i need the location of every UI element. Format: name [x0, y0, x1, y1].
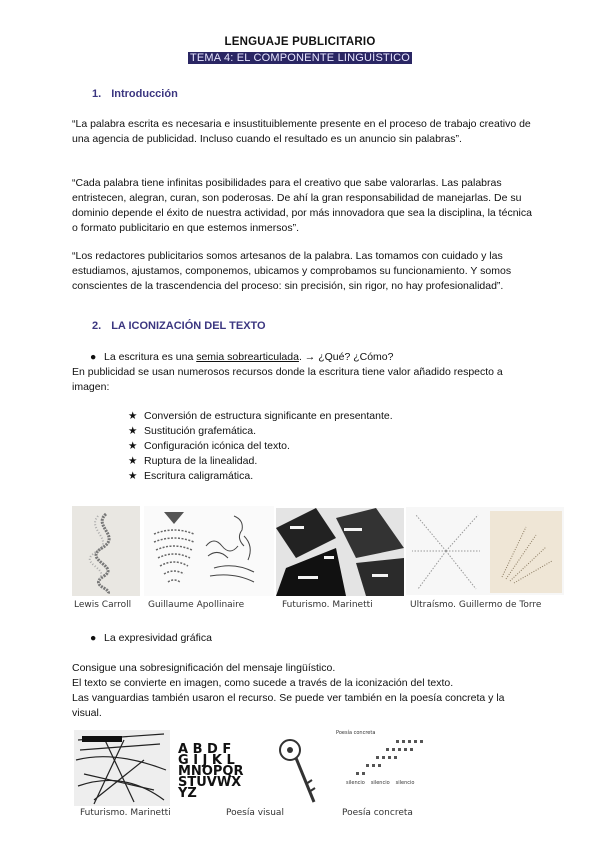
list-item	[128, 439, 393, 454]
bullet-icon: ●	[90, 632, 97, 644]
semia-link: semia sobrearticulada	[196, 351, 299, 363]
alphabet-figure	[178, 744, 268, 799]
concrete-word: silencio	[395, 780, 415, 786]
star-icon: ★	[128, 425, 138, 437]
section-1-number: 1.	[92, 88, 102, 100]
futurismo-marinetti-image-2	[74, 730, 170, 806]
bullet-text: La expresividad gráfica	[104, 632, 212, 644]
section-1-heading	[92, 88, 178, 100]
list-item-text: Sustitución grafemática.	[144, 425, 257, 437]
list-item-text: Ruptura de la linealidad.	[144, 455, 258, 467]
caption-apollinaire: Guillaume Apollinaire	[148, 600, 245, 610]
apollinaire-calligram-image	[144, 506, 274, 596]
poesia-concreta-image	[336, 730, 436, 808]
lewis-carroll-image	[72, 506, 140, 596]
expresividad-paragraph: Consigue una sobresignificación del mensaje lingüístico. El texto se convierte en imagen, como sucede a través de la iconización del texto. Las vanguardias también usaron el recurso. Se puede ver también en la poesía concreta y la visual.	[72, 662, 505, 719]
section-1-title: Introducción	[111, 88, 178, 100]
concrete-word: silencio	[346, 780, 365, 786]
bullet-text-suffix: . → ¿Qué? ¿Cómo?	[298, 351, 394, 363]
star-icon: ★	[128, 440, 138, 452]
bullet-text-prefix: La escritura es una	[104, 351, 197, 363]
alphabet-line: A B D F	[178, 742, 232, 757]
document-title: LENGUAJE PUBLICITARIO	[224, 36, 376, 48]
document-subtitle: TEMA 4: EL COMPONENTE LINGÜÍSTICO	[189, 52, 411, 64]
concrete-word: silencio	[370, 780, 390, 786]
concrete-label: Poesía concreta	[336, 730, 376, 736]
alphabet-line: STUVWX	[178, 775, 242, 790]
section-2-title: LA ICONIZACIÓN DEL TEXTO	[111, 320, 266, 332]
caption-futurismo: Futurismo. Marinetti	[282, 600, 373, 610]
bullet-item-semia	[90, 351, 393, 363]
section-2-heading	[92, 320, 266, 332]
document-subtitle-wrap	[0, 52, 600, 64]
list-item-text: Escritura caligramática.	[144, 470, 254, 482]
quote-paragraph-1: “La palabra escrita es necesaria e insustituiblemente presente en el proceso de trabajo creativo de una agencia de publicidad. Incluso cuando el resultado es un anuncio sin palabras”.	[72, 118, 531, 145]
caption-ultraismo: Ultraísmo. Guillermo de Torre	[410, 600, 542, 610]
quote-paragraph-2: “Cada palabra tiene infinitas posibilidades para el creativo que sabe valorarlas. Las palabras entristecen, alegran, curan, son poderosas. De ahí la gran responsabilidad de manejarlas. De su dominio depende el éxito de nuestra actividad, por más innovadora que sea la disciplina, la técnica o formato publicitario en que estemos inmersos”.	[72, 177, 532, 234]
bullet-item-expresividad	[90, 632, 212, 644]
caption-poesia-visual: Poesía visual	[226, 808, 284, 818]
caption-futurismo-2: Futurismo. Marinetti	[80, 808, 171, 818]
star-icon: ★	[128, 410, 138, 422]
intro-paragraph: En publicidad se usan numerosos recursos donde la escritura tiene valor añadido respecto a imagen:	[72, 366, 503, 393]
alphabet-line: MNOPQR	[178, 764, 244, 779]
alphabet-line: G I J K L	[178, 753, 235, 768]
list-item-text: Conversión de estructura significante en presentante.	[144, 410, 393, 422]
alphabet-line: YZ	[178, 786, 197, 801]
star-list	[128, 409, 393, 484]
futurismo-marinetti-image	[276, 508, 404, 596]
bullet-icon: ●	[90, 351, 97, 363]
caption-poesia-concreta: Poesía concreta	[342, 808, 413, 818]
quote-paragraph-3: “Los redactores publicitarios somos artesanos de la palabra. Las tomamos con cuidado y las estudiamos, ajustamos, componemos, ubicamos y comprobamos su funcionamiento. Y somos conscientes de la trascendencia del proceso: sin precisión, sin rigor, no hay profesionalidad”.	[72, 250, 512, 292]
list-item	[128, 409, 393, 424]
list-item	[128, 469, 393, 484]
list-item-text: Configuración icónica del texto.	[144, 440, 290, 452]
ultraismo-torre-image	[406, 507, 564, 595]
caption-lewis-carroll: Lewis Carroll	[74, 600, 132, 610]
star-icon: ★	[128, 455, 138, 467]
poesia-visual-image	[276, 736, 320, 806]
list-item	[128, 454, 393, 469]
list-item	[128, 424, 393, 439]
section-2-number: 2.	[92, 320, 102, 332]
star-icon: ★	[128, 470, 138, 482]
